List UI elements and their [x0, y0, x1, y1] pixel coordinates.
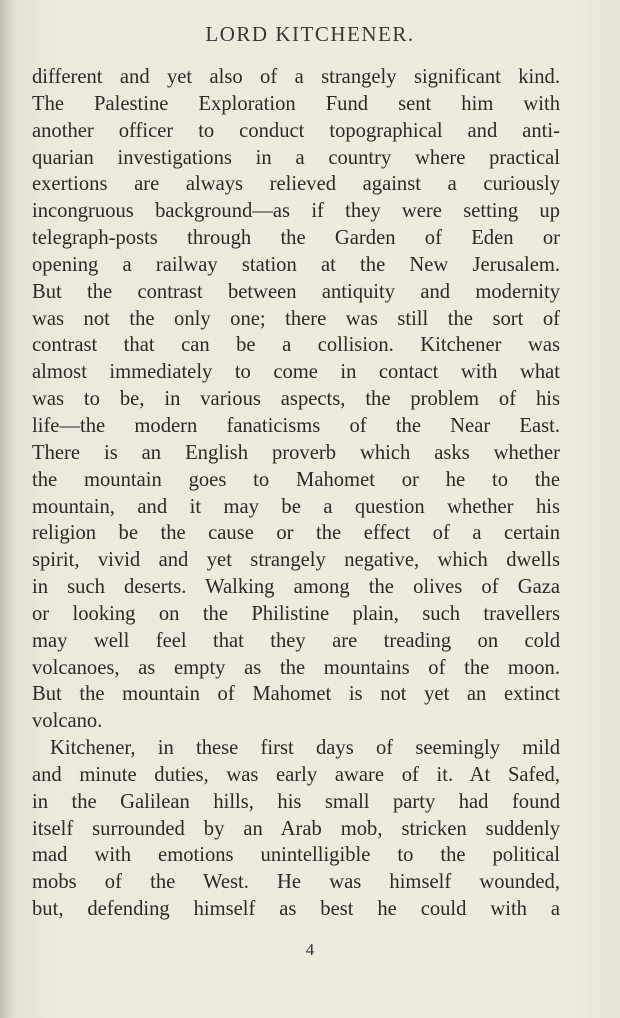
text-line: mountain, and it may be a question whether his: [32, 495, 560, 518]
text-line: or looking on the Philistine plain, such travellers: [32, 602, 560, 625]
running-title: LORD KITCHENER.: [205, 22, 415, 46]
text-line: spirit, vivid and yet strangely negative, which dwells: [32, 549, 560, 572]
text-line: contrast that can be a collision. Kitchener was: [32, 334, 560, 357]
gutter-shadow: [0, 0, 14, 1018]
text-line: volcanoes, as empty as the mountains of the moon.: [32, 656, 560, 679]
text-line: but, defending himself as best he could with a: [32, 898, 560, 921]
text-line: was not the only one; there was still the sort of: [32, 307, 560, 330]
page-number: 4: [305, 940, 315, 959]
text-line: another officer to conduct topographical and anti-: [32, 119, 560, 142]
paragraph-end-line: volcano.: [32, 710, 103, 733]
text-line: exertions are always relieved against a curiously: [32, 173, 560, 196]
text-line: may well feel that they are treading on cold: [32, 629, 560, 652]
text-line: mad with emotions unintelligible to the political: [32, 844, 560, 867]
text-line: different and yet also of a strangely significant kind.: [32, 66, 560, 88]
text-line: itself surrounded by an Arab mob, stricken suddenly: [32, 817, 560, 840]
text-line: and minute duties, was early aware of it. At Safed,: [32, 763, 560, 786]
body-text: [32, 64, 560, 923]
text-line: in such deserts. Walking among the olives of Gaza: [32, 576, 560, 599]
text-line: the mountain goes to Mahomet or he to the: [32, 468, 560, 491]
text-line: almost immediately to come in contact with what: [32, 361, 560, 384]
text-line: opening a railway station at the New Jerusalem.: [32, 253, 560, 276]
text-line: religion be the cause or the effect of a certain: [32, 522, 560, 545]
text-line: But the contrast between antiquity and modernity: [32, 280, 560, 303]
text-line: quarian investigations in a country where practical: [32, 146, 560, 169]
text-line: life—the modern fanaticisms of the Near East.: [32, 414, 560, 437]
text-line: mobs of the West. He was himself wounded,: [32, 871, 560, 894]
text-line: There is an English proverb which asks whether: [32, 441, 560, 464]
text-line: in the Galilean hills, his small party had found: [32, 790, 560, 813]
text-line: telegraph-posts through the Garden of Eden or: [32, 227, 560, 250]
paragraph-first-line: Kitchener, in these first days of seemingly mild: [50, 737, 560, 760]
text-line: The Palestine Exploration Fund sent him with: [32, 92, 560, 115]
text-line: incongruous background—as if they were setting up: [32, 200, 560, 223]
text-line: But the mountain of Mahomet is not yet an extinct: [32, 683, 560, 706]
text-line: was to be, in various aspects, the problem of his: [32, 388, 560, 411]
